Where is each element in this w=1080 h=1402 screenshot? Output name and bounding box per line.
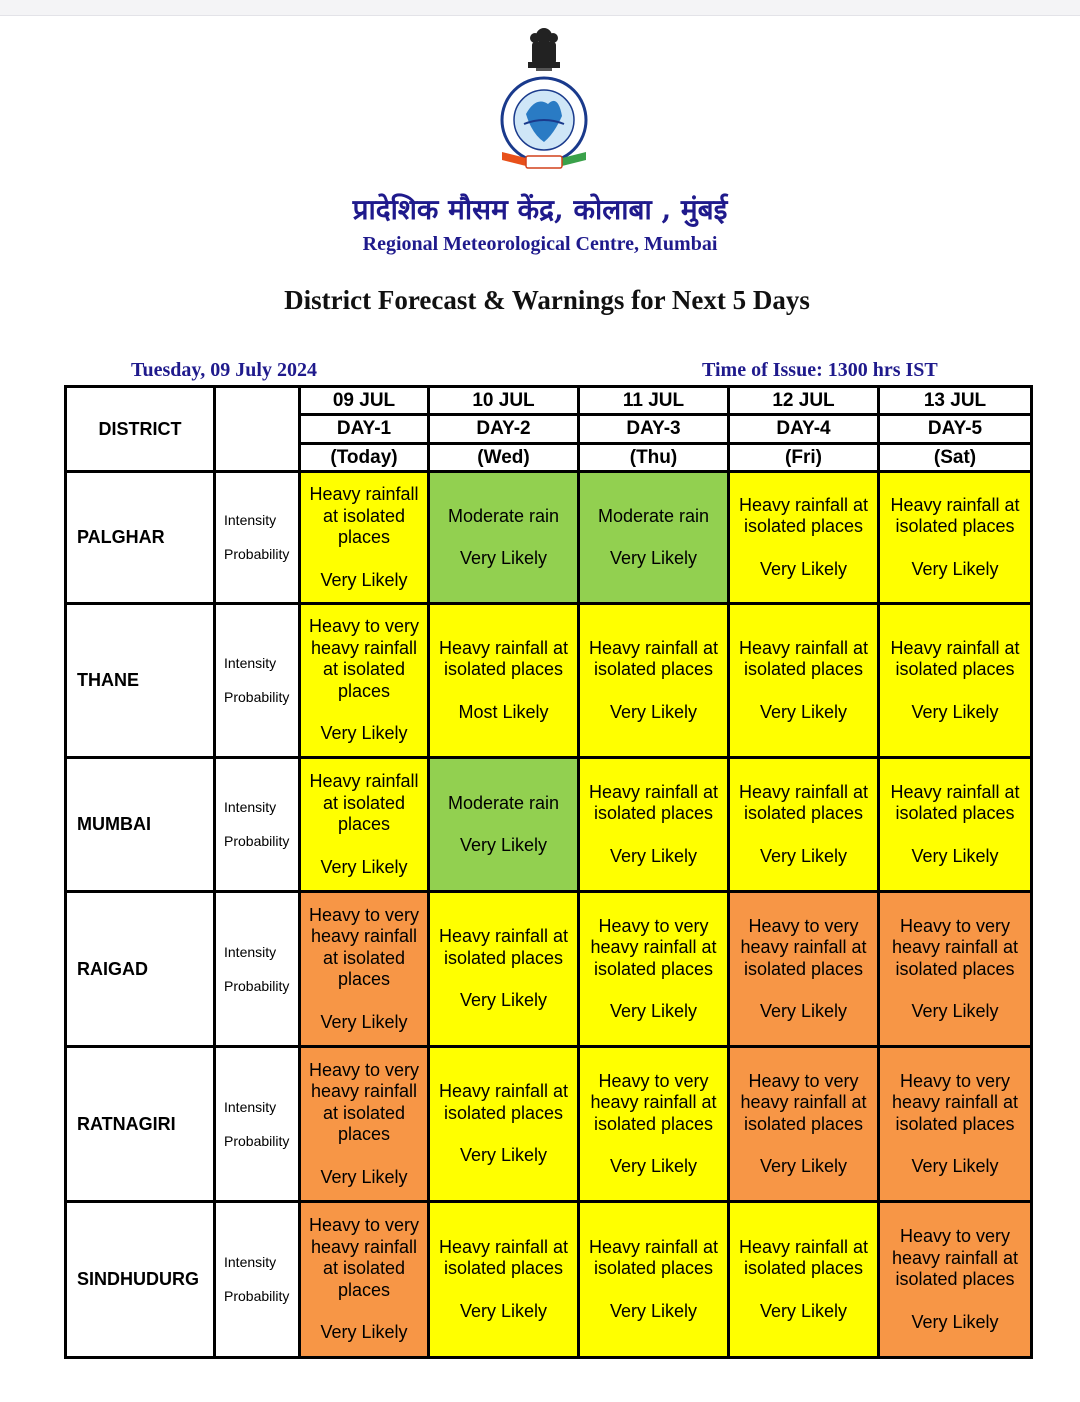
forecast-cell xyxy=(729,604,879,758)
probability-text: Very Likely xyxy=(320,723,408,744)
cell-spacer xyxy=(305,549,423,570)
cell-spacer xyxy=(734,538,873,559)
forecast-cell xyxy=(300,1047,429,1202)
probability-text: Very Likely xyxy=(320,1322,408,1343)
district-header: DISTRICT xyxy=(66,387,215,472)
row-labels xyxy=(215,472,300,604)
forecast-cell xyxy=(429,1047,579,1202)
cell-spacer xyxy=(734,825,873,846)
row-labels xyxy=(215,758,300,892)
probability-label: Probability xyxy=(224,1132,290,1149)
forecast-cell xyxy=(729,1202,879,1358)
probability-text: Very Likely xyxy=(609,1156,698,1176)
label-header xyxy=(215,387,300,472)
intensity-text: Moderate rain xyxy=(447,792,560,813)
probability-text: Very Likely xyxy=(320,856,408,877)
cell-spacer xyxy=(305,702,423,723)
probability-label: Probability xyxy=(224,689,290,705)
forecast-cell xyxy=(579,604,729,758)
probability-label: Probability xyxy=(224,977,290,994)
intensity-text: Heavy to very heavy rainfall at isolated places xyxy=(590,915,717,979)
forecast-cell xyxy=(879,892,1032,1047)
page-title: District Forecast & Warnings for Next 5 Days xyxy=(284,285,810,315)
day-weekday: (Thu) xyxy=(579,444,729,472)
district-name: RATNAGIRI xyxy=(66,1047,215,1202)
forecast-cell xyxy=(579,1202,729,1358)
probability-text: Most Likely xyxy=(458,701,549,722)
day-number: DAY-4 xyxy=(729,415,879,444)
day-weekday: (Sat) xyxy=(879,444,1032,472)
intensity-text: Heavy to very heavy rainfall at isolated places xyxy=(308,1215,420,1300)
probability-text: Very Likely xyxy=(459,1145,548,1166)
intensity-text: Heavy to very heavy rainfall at isolated places xyxy=(740,915,867,979)
table-row xyxy=(66,1047,1032,1202)
day-number: DAY-1 xyxy=(300,415,429,444)
forecast-cell xyxy=(300,604,429,758)
probability-text: Very Likely xyxy=(609,548,698,568)
probability-label: Probability xyxy=(224,1288,290,1304)
forecast-cell xyxy=(879,472,1032,604)
english-title: Regional Meteorological Centre, Mumbai xyxy=(362,233,718,255)
district-name: MUMBAI xyxy=(66,758,215,892)
cell-spacer xyxy=(434,1124,573,1145)
cell-spacer xyxy=(434,814,573,835)
row-labels xyxy=(215,1047,300,1202)
table-row xyxy=(66,892,1032,1047)
cell-spacer xyxy=(734,681,873,702)
intensity-label: Intensity xyxy=(224,655,277,671)
intensity-text: Heavy rainfall at isolated places xyxy=(438,637,569,680)
probability-text: Very Likely xyxy=(609,1300,698,1321)
probability-text: Very Likely xyxy=(609,701,698,722)
intensity-text: Moderate rain xyxy=(447,505,560,526)
cell-spacer xyxy=(584,825,723,846)
cell-spacer xyxy=(305,836,423,857)
day-date: 11 JUL xyxy=(579,387,729,415)
intensity-label: Intensity xyxy=(224,512,277,528)
forecast-cell xyxy=(300,892,429,1047)
intensity-text: Heavy to very heavy rainfall at isolated places xyxy=(891,915,1019,979)
probability-text: Very Likely xyxy=(911,1156,999,1176)
cell-spacer xyxy=(434,1280,573,1301)
probability-text: Very Likely xyxy=(320,1166,408,1187)
cell-spacer xyxy=(734,1280,873,1301)
cell-spacer xyxy=(584,1135,723,1156)
cell-spacer xyxy=(584,527,723,548)
intensity-text: Heavy rainfall at isolated places xyxy=(738,1236,869,1279)
intensity-text: Heavy rainfall at isolated places xyxy=(890,637,1020,680)
intensity-text: Heavy to very heavy rainfall at isolated places xyxy=(891,1226,1019,1289)
forecast-cell xyxy=(429,892,579,1047)
probability-text: Very Likely xyxy=(320,569,408,590)
day-number: DAY-2 xyxy=(429,415,579,444)
day-date: 10 JUL xyxy=(429,387,579,415)
cell-spacer xyxy=(584,681,723,702)
intensity-label: Intensity xyxy=(224,1254,277,1270)
forecast-cell xyxy=(579,758,729,892)
cell-spacer xyxy=(305,991,423,1012)
row-labels xyxy=(215,604,300,758)
day-number: DAY-3 xyxy=(579,415,729,444)
district-name: THANE xyxy=(66,604,215,758)
forecast-cell xyxy=(429,604,579,758)
intensity-text: Heavy rainfall at isolated places xyxy=(738,637,869,680)
probability-label: Probability xyxy=(224,546,290,562)
district-name: SINDHUDURG xyxy=(66,1202,215,1358)
probability-text: Very Likely xyxy=(911,701,999,722)
header-row-dates xyxy=(66,387,1032,415)
cell-spacer xyxy=(884,825,1026,846)
intensity-text: Heavy to very heavy rainfall at isolated places xyxy=(308,904,420,990)
intensity-text: Heavy rainfall at isolated places xyxy=(309,484,419,547)
probability-text: Very Likely xyxy=(459,1300,548,1321)
intensity-text: Heavy rainfall at isolated places xyxy=(588,781,719,824)
forecast-cell xyxy=(879,604,1032,758)
probability-text: Very Likely xyxy=(759,845,848,866)
forecast-table xyxy=(64,385,1033,1359)
cell-spacer xyxy=(884,538,1026,559)
probability-text: Very Likely xyxy=(609,1001,698,1021)
district-name: RAIGAD xyxy=(66,892,215,1047)
forecast-cell xyxy=(879,1047,1032,1202)
top-bar xyxy=(0,0,1080,16)
probability-text: Very Likely xyxy=(759,1156,848,1176)
table-row xyxy=(66,1202,1032,1358)
imd-emblem-icon xyxy=(496,24,592,176)
intensity-text: Heavy rainfall at isolated places xyxy=(588,637,719,680)
forecast-cell xyxy=(579,1047,729,1202)
probability-text: Very Likely xyxy=(911,558,999,579)
probability-text: Very Likely xyxy=(759,701,848,722)
probability-text: Very Likely xyxy=(459,835,548,855)
intensity-text: Heavy rainfall at isolated places xyxy=(588,1236,719,1279)
row-labels xyxy=(215,1202,300,1358)
intensity-text: Heavy to very heavy rainfall at isolated places xyxy=(590,1070,717,1134)
probability-text: Very Likely xyxy=(911,845,999,866)
intensity-text: Heavy to very heavy rainfall at isolated places xyxy=(740,1070,867,1134)
forecast-cell xyxy=(300,758,429,892)
intensity-label: Intensity xyxy=(224,799,277,815)
probability-text: Very Likely xyxy=(759,1001,848,1021)
forecast-cell xyxy=(579,472,729,604)
intensity-text: Heavy rainfall at isolated places xyxy=(738,781,869,824)
time-of-issue: Time of Issue: 1300 hrs IST xyxy=(702,359,938,381)
forecast-cell xyxy=(879,758,1032,892)
probability-text: Very Likely xyxy=(759,558,848,579)
forecast-cell xyxy=(729,1047,879,1202)
district-name: PALGHAR xyxy=(66,472,215,604)
intensity-label: Intensity xyxy=(224,943,277,960)
forecast-cell xyxy=(300,472,429,604)
forecast-cell xyxy=(879,1202,1032,1358)
cell-spacer xyxy=(884,1135,1026,1156)
intensity-label: Intensity xyxy=(224,1098,277,1115)
cell-spacer xyxy=(734,1135,873,1156)
intensity-text: Heavy rainfall at isolated places xyxy=(890,781,1020,824)
cell-spacer xyxy=(734,980,873,1001)
cell-spacer xyxy=(884,681,1026,702)
forecast-cell xyxy=(729,758,879,892)
forecast-cell xyxy=(300,1202,429,1358)
forecast-cell xyxy=(429,758,579,892)
day-weekday: (Today) xyxy=(300,444,429,472)
probability-text: Very Likely xyxy=(320,1011,408,1032)
forecast-cell xyxy=(429,1202,579,1358)
day-date: 12 JUL xyxy=(729,387,879,415)
day-weekday: (Fri) xyxy=(729,444,879,472)
intensity-text: Heavy rainfall at isolated places xyxy=(738,494,869,537)
cell-spacer xyxy=(884,980,1026,1001)
probability-text: Very Likely xyxy=(609,845,698,866)
issue-date: Tuesday, 09 July 2024 xyxy=(131,359,317,381)
cell-spacer xyxy=(884,1291,1026,1312)
probability-text: Very Likely xyxy=(459,548,548,568)
cell-spacer xyxy=(434,527,573,548)
table-row xyxy=(66,472,1032,604)
probability-label: Probability xyxy=(224,833,290,849)
forecast-cell xyxy=(429,472,579,604)
forecast-cell xyxy=(729,472,879,604)
intensity-text: Heavy to very heavy rainfall at isolated places xyxy=(308,1059,420,1145)
cell-spacer xyxy=(434,681,573,702)
day-date: 09 JUL xyxy=(300,387,429,415)
intensity-text: Moderate rain xyxy=(597,505,710,526)
day-number: DAY-5 xyxy=(879,415,1032,444)
row-labels xyxy=(215,892,300,1047)
cell-spacer xyxy=(434,969,573,990)
probability-text: Very Likely xyxy=(459,990,548,1011)
table-row xyxy=(66,604,1032,758)
probability-text: Very Likely xyxy=(911,1001,999,1021)
day-weekday: (Wed) xyxy=(429,444,579,472)
probability-text: Very Likely xyxy=(759,1300,848,1321)
hindi-title: प्रादेशिक मौसम केंद्र, कोलाबा , मुंबई xyxy=(352,193,728,226)
intensity-text: Heavy rainfall at isolated places xyxy=(438,1081,569,1123)
day-date: 13 JUL xyxy=(879,387,1032,415)
intensity-text: Heavy rainfall at isolated places xyxy=(309,771,419,834)
intensity-text: Heavy to very heavy rainfall at isolated places xyxy=(891,1070,1019,1134)
forecast-cell xyxy=(579,892,729,1047)
table-row xyxy=(66,758,1032,892)
intensity-text: Heavy rainfall at isolated places xyxy=(438,926,569,968)
forecast-cell xyxy=(729,892,879,1047)
intensity-text: Heavy rainfall at isolated places xyxy=(438,1236,569,1279)
probability-text: Very Likely xyxy=(911,1311,999,1332)
intensity-text: Heavy to very heavy rainfall at isolated places xyxy=(308,616,420,701)
intensity-text: Heavy rainfall at isolated places xyxy=(890,494,1020,537)
cell-spacer xyxy=(584,1280,723,1301)
cell-spacer xyxy=(305,1301,423,1322)
cell-spacer xyxy=(305,1146,423,1167)
cell-spacer xyxy=(584,980,723,1001)
